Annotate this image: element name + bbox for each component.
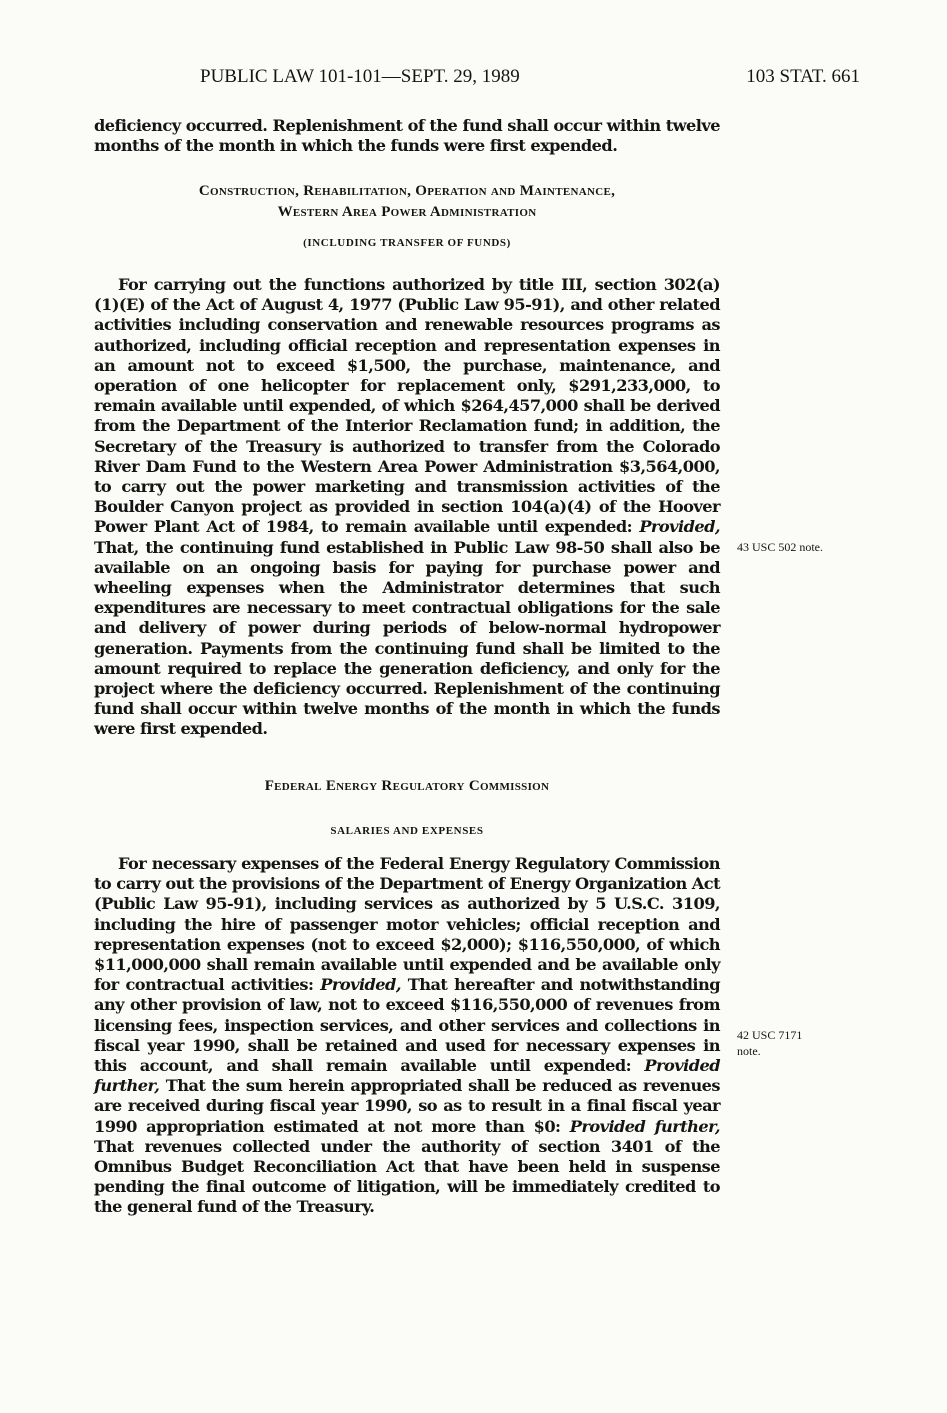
section2-subheading: SALARIES AND EXPENSES <box>330 825 484 837</box>
section1-text-b: That, the continuing fund established in Public Law 98-50 shall also be available on an ongoing basis for paying for purchase power and wheeling expenses when the Administrator determines that such expenditures are necessary to meet contractual obligations for the sale and delivery of power during periods of below-normal hydropower generation. Payments from the continuing fund shall be limited to the amount required to replace the generation deficiency, and only for the project where the deficiency occurred. Replenishment of the continuing fund shall occur within twelve months of the month in which the funds were first expended. <box>94 537 720 739</box>
margin-note-42-usc-line1: 42 USC 7171 <box>737 1028 803 1042</box>
section1-provided: Provided, <box>639 517 720 537</box>
section1-heading-line2: Western Area Power Administration <box>277 204 537 220</box>
section2-paragraph <box>94 854 720 1218</box>
section2-provided-1: Provided, <box>320 975 401 995</box>
section1-heading-line1: Construction, Rehabilitation, Operation and Maintenance, <box>198 183 616 199</box>
section1-paragraph <box>94 275 720 740</box>
section2-text-d: That revenues collected under the authority of section 3401 of the Omnibus Budget Reconciliation Act that have been held in suspense pending the final outcome of litigation, will be immediately credited to the general fund of the Treasury. <box>94 1136 720 1217</box>
margin-note-43-usc: 43 USC 502 note. <box>737 540 824 554</box>
intro-paragraph: deficiency occurred. Replenishment of the fund shall occur within twelve months of the month in which the funds were first expended. <box>94 116 720 156</box>
header-citation: PUBLIC LAW 101-101—SEPT. 29, 1989 <box>200 66 520 87</box>
section2-text-a: For necessary expenses of the Federal Energy Regulatory Commission to carry out the provisions of the Department of Energy Organization Act (Public Law 95-91), including services as authorized by 5 U.S.C. 3109, including the hire of passenger motor vehicles; official reception and representation expenses (not to exceed $2,000); $116,550,000, of which $11,000,000 shall remain available until expended and be available only for contractual activities: <box>94 854 720 995</box>
section1-subheading: (INCLUDING TRANSFER OF FUNDS) <box>303 237 511 249</box>
section1-text-a: For carrying out the functions authorized by title III, section 302(a)(1)(E) of the Act of August 4, 1977 (Public Law 95-91), and other related activities including conservation and renewable resources programs as authorized, including official reception and representation expenses in an amount not to exceed $1,500, the purchase, maintenance, and operation of one helicopter for replacement only, $291,233,000, to remain available until expended, of which $264,457,000 shall be derived from the Department of the Interior Reclamation fund; in addition, the Secretary of the Treasury is authorized to transfer from the Colorado River Dam Fund to the Western Area Power Administration $3,564,000, to carry out the power marketing and transmission activities of the Boulder Canyon project as provided in section 104(a)(4) of the Hoover Power Plant Act of 1984, to remain available until expended: <box>94 275 720 537</box>
section1-heading <box>94 181 720 223</box>
section2-provided-2: Provided further, <box>94 1056 720 1096</box>
margin-note-42-usc-line2: note. <box>737 1044 761 1058</box>
margin-note-42-usc <box>737 1027 887 1059</box>
section2-heading: Federal Energy Regulatory Commission <box>264 778 550 794</box>
section2-text-c: That the sum herein appropriated shall be reduced as revenues are received during fiscal year 1990, so as to result in a final fiscal year 1990 appropriation estimated at not more than $0: <box>94 1076 720 1136</box>
section2-provided-3: Provided further, <box>569 1116 720 1136</box>
page-header <box>200 66 860 92</box>
header-page-number: 103 STAT. 661 <box>746 66 860 87</box>
section2-text-b: That hereafter and notwithstanding any other provision of law, not to exceed $116,550,000 of revenues from licensing fees, inspection services, and other services and collections in fiscal year 1990, shall be retained and used for necessary expenses in this account, and shall remain available until expended: <box>94 975 720 1076</box>
